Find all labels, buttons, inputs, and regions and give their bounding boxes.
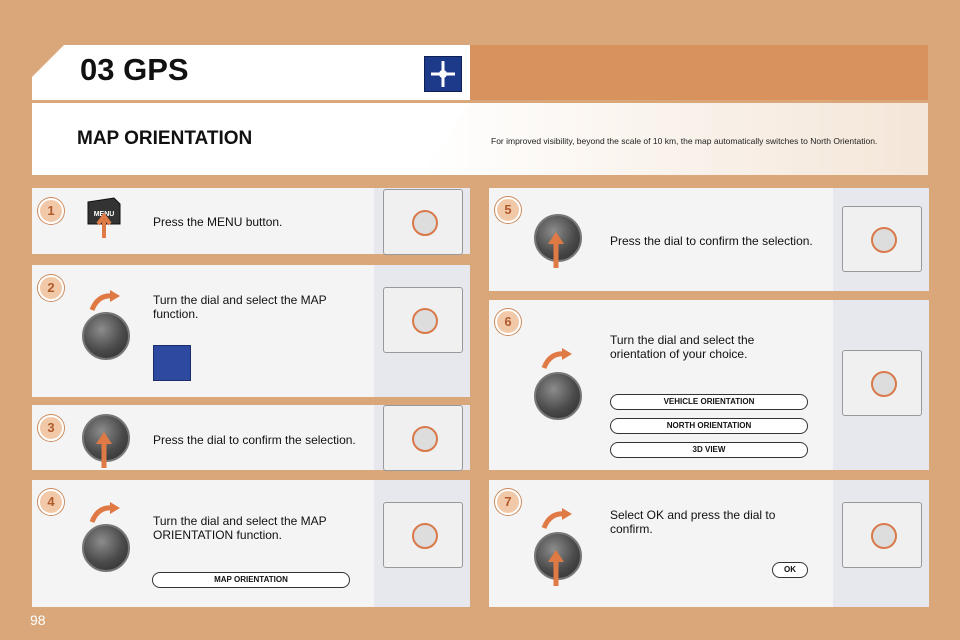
option-3d-view[interactable]: 3D VIEW [610, 442, 808, 458]
radio-unit-icon [842, 350, 922, 416]
option-map-orientation[interactable]: MAP ORIENTATION [152, 572, 350, 588]
header-decoration [470, 45, 928, 100]
svg-text:MENU: MENU [93, 211, 115, 218]
gps-icon [424, 56, 462, 92]
section-note: For improved visibility, beyond the scale of 10 km, the map automatically switches to North Orientation. [491, 136, 878, 146]
step-6-text: Turn the dial and select the orientation of your choice. [610, 333, 755, 361]
menu-button-icon [84, 194, 124, 238]
step-4-badge: 4 [38, 489, 64, 515]
step-4-text: Turn the dial and select the MAP ORIENTATION function. [153, 514, 327, 542]
radio-illustration [833, 480, 929, 607]
radio-illustration [374, 188, 470, 254]
dial-icon [82, 312, 130, 360]
radio-unit-icon [842, 206, 922, 272]
radio-illustration [833, 188, 929, 291]
radio-unit-icon [383, 502, 463, 568]
radio-illustration [374, 480, 470, 607]
radio-unit-icon [383, 189, 463, 255]
chapter-title: 03 GPS [80, 52, 189, 87]
turn-arrow-icon [88, 500, 122, 524]
radio-unit-icon [383, 287, 463, 353]
step-1-badge: 1 [38, 198, 64, 224]
map-function-icon [153, 345, 191, 381]
press-arrow-icon [546, 550, 566, 586]
radio-illustration [833, 300, 929, 470]
turn-arrow-icon [540, 506, 574, 530]
step-3-badge: 3 [38, 415, 64, 441]
step-1-text: Press the MENU button. [153, 215, 283, 229]
press-arrow-icon [546, 232, 566, 268]
radio-illustration [374, 265, 470, 397]
option-north-orientation[interactable]: NORTH ORIENTATION [610, 418, 808, 434]
dial-icon [534, 372, 582, 420]
step-5-badge: 5 [495, 197, 521, 223]
step-2-badge: 2 [38, 275, 64, 301]
turn-arrow-icon [540, 346, 574, 370]
radio-unit-icon [383, 405, 463, 471]
step-7-text: Select OK and press the dial to confirm. [610, 508, 776, 536]
press-arrow-icon [94, 432, 114, 468]
radio-illustration [374, 405, 470, 470]
step-3-text: Press the dial to confirm the selection. [153, 433, 356, 447]
ok-button[interactable]: OK [772, 562, 808, 578]
step-2-text: Turn the dial and select the MAP function. [153, 293, 327, 321]
radio-unit-icon [842, 502, 922, 568]
dial-icon [82, 524, 130, 572]
page-number: 98 [30, 612, 46, 628]
turn-arrow-icon [88, 288, 122, 312]
option-vehicle-orientation[interactable]: VEHICLE ORIENTATION [610, 394, 808, 410]
section-title: MAP ORIENTATION [77, 128, 253, 149]
step-5-text: Press the dial to confirm the selection. [610, 234, 813, 248]
step-7-badge: 7 [495, 489, 521, 515]
step-6-badge: 6 [495, 309, 521, 335]
